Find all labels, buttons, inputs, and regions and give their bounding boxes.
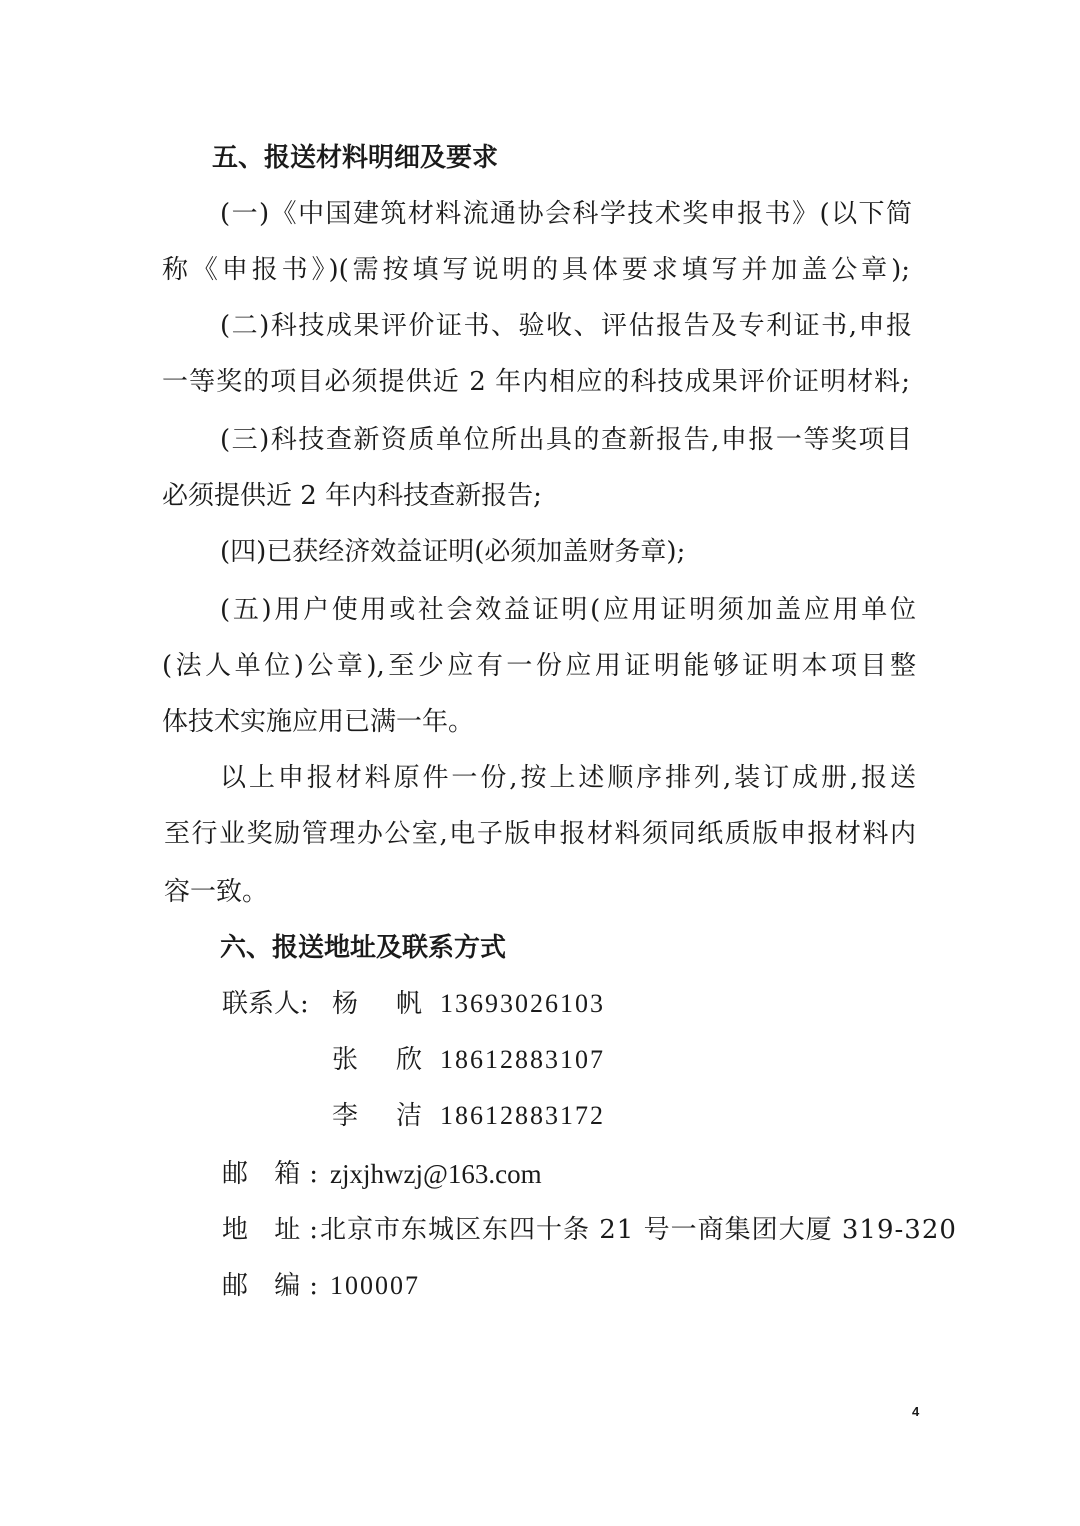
contact-name: 李 洁 bbox=[332, 1101, 422, 1131]
address-value: 北京市东城区东四十条 21 号一商集团大厦 319-320 bbox=[320, 1215, 957, 1245]
contact-row-2 bbox=[0, 1040, 1080, 1080]
item5-line1: (五)用户使用或社会效益证明(应用证明须加盖应用单位 bbox=[220, 595, 916, 625]
contact-row-3 bbox=[0, 1096, 1080, 1136]
item4-line1: (四)已获经济效益证明(必须加盖财务章); bbox=[220, 537, 686, 567]
item3-line1: (三)科技查新资质单位所出具的查新报告,申报一等奖项目 bbox=[220, 425, 912, 455]
postcode-row bbox=[0, 1266, 1080, 1306]
contact-phone: 13693026103 bbox=[440, 989, 605, 1018]
item2-line2: 一等奖的项目必须提供近 2 年内相应的科技成果评价证明材料; bbox=[162, 367, 910, 397]
section5-heading: 五、报送材料明细及要求 bbox=[212, 143, 499, 173]
item5-line2: (法人单位)公章),至少应有一份应用证明能够证明本项目整 bbox=[162, 651, 916, 681]
contact-row-1 bbox=[0, 984, 1080, 1024]
contact-phone: 18612883107 bbox=[440, 1045, 605, 1074]
section6-heading: 六、报送地址及联系方式 bbox=[220, 933, 507, 963]
address-label: 地 址: bbox=[222, 1215, 318, 1245]
postcode-label: 邮 编: bbox=[222, 1271, 318, 1301]
note-line1: 以上申报材料原件一份,按上述顺序排列,装订成册,报送 bbox=[220, 763, 916, 793]
email-row bbox=[0, 1154, 1080, 1194]
contact-name: 张 欣 bbox=[332, 1045, 422, 1075]
item1-line1: (一)《中国建筑材料流通协会科学技术奖申报书》(以下简 bbox=[220, 199, 912, 229]
address-row bbox=[0, 1210, 1080, 1250]
item1-line2: 称《申报书》)(需按填写说明的具体要求填写并加盖公章); bbox=[162, 255, 910, 285]
note-line3: 容一致。 bbox=[164, 877, 269, 907]
contact-phone: 18612883172 bbox=[440, 1101, 605, 1130]
contact-name: 杨 帆 bbox=[332, 989, 422, 1019]
email-label: 邮 箱: bbox=[222, 1159, 318, 1189]
item3-line2: 必须提供近 2 年内科技查新报告; bbox=[162, 481, 542, 511]
item5-line3: 体技术实施应用已满一年。 bbox=[162, 707, 475, 737]
item2-line1: (二)科技成果评价证书、验收、评估报告及专利证书,申报 bbox=[220, 311, 912, 341]
note-line2: 至行业奖励管理办公室,电子版申报材料须同纸质版申报材料内 bbox=[164, 819, 916, 849]
postcode-value: 100007 bbox=[330, 1271, 420, 1300]
email-value: zjxjhwzj@163.com bbox=[330, 1159, 542, 1189]
contact-label: 联系人: bbox=[222, 989, 309, 1019]
page-number: 4 bbox=[912, 1404, 920, 1419]
